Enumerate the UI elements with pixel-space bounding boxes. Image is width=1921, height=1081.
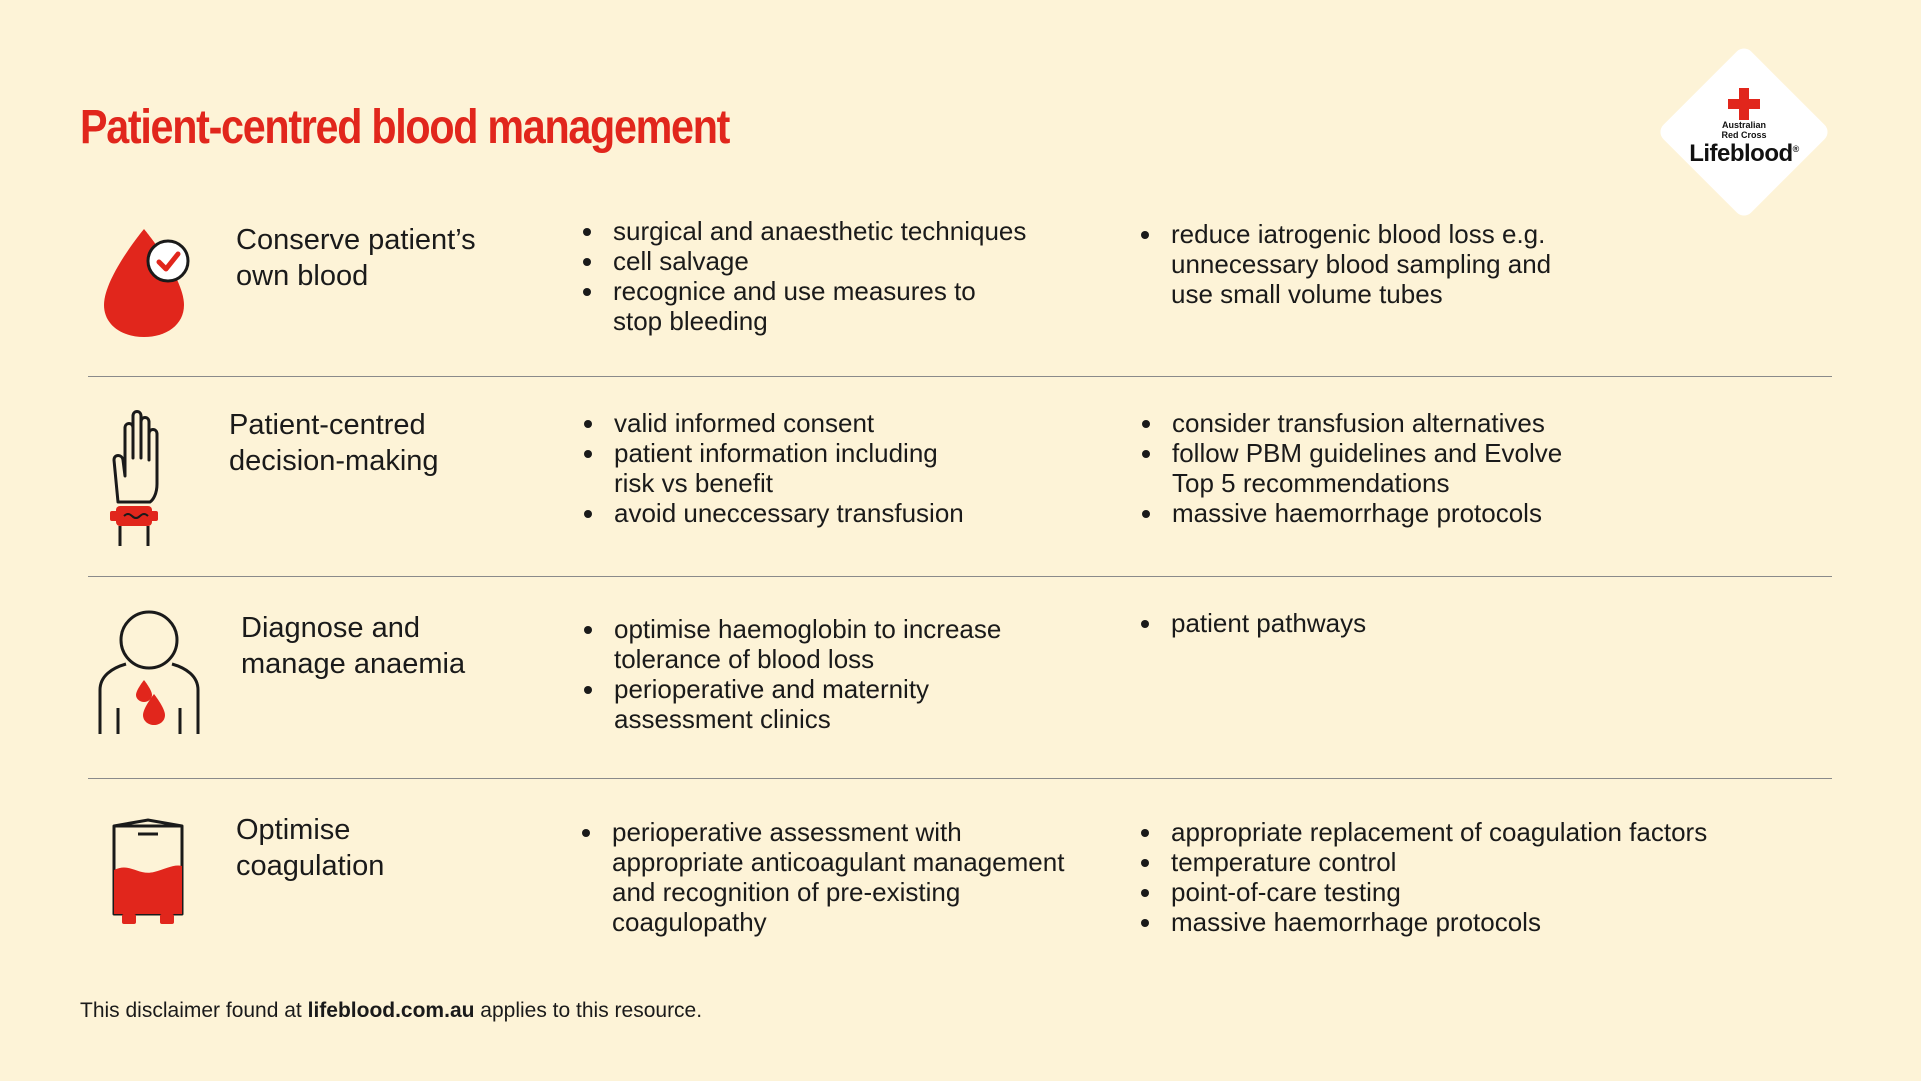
raised-hand-wristband-icon [104, 404, 176, 553]
registered-mark: ® [1792, 144, 1799, 154]
row-3-heading-line-1: Diagnose and [241, 612, 420, 644]
disclaimer-footer [80, 999, 702, 1023]
blood-drop-check-icon [100, 225, 192, 346]
list-item: valid informed consent [581, 408, 964, 438]
row-4-col-2-list [1138, 817, 1707, 937]
list-item: optimise haemoglobin to increase tolerance of blood loss [581, 614, 1001, 674]
row-4-col-1-list [579, 817, 1064, 937]
list-item: appropriate replacement of coagulation factors [1138, 817, 1707, 847]
logo-brand-text: Lifeblood [1689, 140, 1793, 167]
list-item: perioperative and maternity assessment clinics [581, 674, 1001, 734]
list-item: massive haemorrhage protocols [1138, 907, 1707, 937]
list-item: consider transfusion alternatives [1139, 408, 1562, 438]
row-2-col-2-list [1139, 408, 1562, 528]
row-3-col-1-list [581, 614, 1001, 734]
row-2-heading-line-1: Patient-centred [229, 409, 426, 441]
list-item: patient pathways [1138, 608, 1366, 638]
row-4-heading-line-1: Optimise [236, 814, 351, 846]
list-item: avoid uneccessary transfusion [581, 498, 964, 528]
row-4-heading [236, 812, 384, 884]
logo-brand [1656, 140, 1832, 168]
list-item: recognice and use measures to stop bleeding [580, 276, 1026, 336]
list-item: massive haemorrhage protocols [1139, 498, 1562, 528]
row-2-heading-line-2: decision-making [229, 445, 439, 477]
logo-line-1: Australian [1721, 120, 1766, 130]
row-4-heading-line-2: coagulation [236, 850, 385, 882]
list-item: follow PBM guidelines and Evolve Top 5 recommendations [1139, 438, 1562, 498]
lifeblood-link[interactable]: lifeblood.com.au [307, 999, 475, 1022]
footer-text-after: applies to this resource. [474, 999, 703, 1022]
row-3-heading-line-2: manage anaemia [241, 648, 466, 680]
list-item: perioperative assessment with appropriate anticoagulant management and recognition of pre-existing coagulopathy [579, 817, 1064, 937]
row-2-col-1-list [581, 408, 964, 528]
lifeblood-logo [1656, 44, 1832, 220]
row-2-heading [229, 407, 439, 479]
logo-line-2: Red Cross [1721, 130, 1767, 140]
row-1-heading-line-1: Conserve patient’s [236, 224, 476, 256]
list-item: reduce iatrogenic blood loss e.g. unnecessary blood sampling and use small volume tubes [1138, 219, 1551, 309]
row-divider [88, 778, 1832, 779]
row-1-col-2-list [1138, 219, 1551, 309]
list-item: cell salvage [580, 246, 1026, 276]
row-divider [88, 376, 1832, 377]
red-cross-icon [1728, 88, 1760, 120]
row-divider [88, 576, 1832, 577]
page-title: Patient-centred blood management [80, 101, 730, 154]
row-1-heading-line-2: own blood [236, 260, 369, 292]
person-blood-drops-icon [96, 608, 206, 741]
list-item: temperature control [1138, 847, 1707, 877]
list-item: point-of-care testing [1138, 877, 1707, 907]
row-3-col-2-list [1138, 608, 1366, 638]
row-1-col-1-list [580, 216, 1026, 336]
blood-bag-icon [108, 818, 188, 933]
row-1-heading [236, 222, 476, 294]
list-item: surgical and anaesthetic techniques [580, 216, 1026, 246]
row-3-heading [241, 610, 465, 682]
footer-text-before: This disclaimer found at [80, 999, 308, 1022]
list-item: patient information including risk vs benefit [581, 438, 964, 498]
